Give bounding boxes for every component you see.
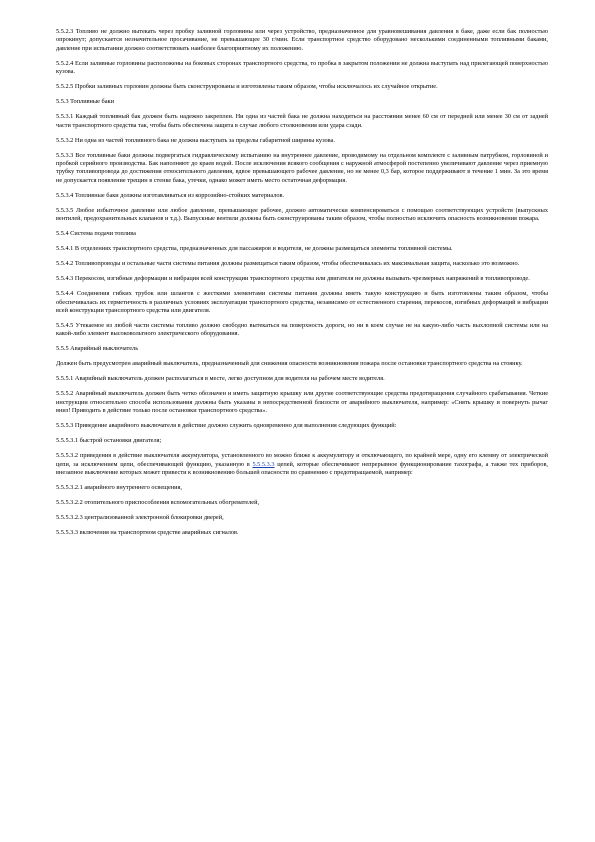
paragraph-5-5-5-3-3: 5.5.5.3.3 включения на транспортном средстве аварийных сигналов. xyxy=(56,529,239,537)
paragraph-5-5-2-5: 5.5.2.5 Пробки заливных горловин должны быть сконструированы и изготовлены таким образом, чтобы исключалось их случайное открытие. xyxy=(56,83,438,91)
paragraph-5-5-5-1: 5.5.5.1 Аварийный выключатель должен располагаться в месте, легко доступном для водителя на рабочем месте водителя. xyxy=(56,375,385,383)
paragraph-5-5-4-5: 5.5.4.5 Утекаемое из любой части системы топливо должно свободно вытекаться на поверхность дороги, но ни в коем случае не на какую-либо часть выхлопной системы или на какой-либо элемент высоковольтного электрического оборудования. xyxy=(56,322,548,338)
paragraph-5-5-5-3-2-1: 5.5.5.3.2.1 аварийного внутреннего освещения, xyxy=(56,484,183,492)
paragraph-5-5-3-4: 5.5.3.4 Топливные баки должны изготавливаться из коррозийно-стойких материалов. xyxy=(56,191,285,199)
paragraph-5-5-4-1: 5.5.4.1 В отделениях транспортного средства, предназначенных для пассажиров и водителя, не должны размещаться элементы топливной системы. xyxy=(56,245,453,253)
paragraph-5-5-3-2: 5.5.3.2 Ни одна из частей топливного бака не должна выступать за пределы габаритной ширины кузова. xyxy=(56,136,335,144)
paragraph-text-before-link: 5.5.5.3.2 приведения в действие выключателя аккумулятора, установленного во можно ближе к аккумулятору и отключающего, по крайней мере, одну его клемму от электрической цепи, за исключением цепи, обеспечивающей функцию, указанную в xyxy=(56,452,548,468)
paragraph-5-5-2-4: 5.5.2.4 Если заливные горловины расположены на боковых сторонах транспортного средства, то пробка в закрытом положении не должна выступать над прилегающей поверхностью кузова. xyxy=(56,59,548,76)
paragraph-text-after-link: цепей, которые обеспечивают непрерывное функционирование тахографа, а также тех приборов, внезапное выключение которых может привести к возникновению большей опасности по сравнению с предотвращаемой, например: xyxy=(56,460,548,477)
cross-reference-link[interactable]: 5.5.5.3.3 xyxy=(252,460,275,468)
paragraph-5-5-3-5: 5.5.3.5 Любое избыточное давление или любое давление, превышающее рабочее, должно автоматически компенсироваться с помощью соответствующих устройств (выпускных вентилей, предохранительных клапанов и т.д.). Выпускные вентили должны быть сконструированы таким образом, чтобы полностью исключить опасность возникновения пожара. xyxy=(56,206,548,223)
section-heading-emergency-switch: 5.5.5 Аварийный выключатель xyxy=(56,345,139,353)
paragraph-5-5-5-3-2-2: 5.5.5.3.2.2 отопительного приспособления вспомогательных обогревателей, xyxy=(56,499,260,507)
paragraph-5-5-5-3-1: 5.5.5.3.1 быстрой остановки двигателя; xyxy=(56,437,162,445)
paragraph-5-5-5-3: 5.5.5.3 Приведение аварийного выключателя в действие должно служить одновременно для выполнения следующих функций: xyxy=(56,422,397,430)
section-heading-fuel-system: 5.5.4 Система подачи топлива xyxy=(56,230,136,238)
paragraph-5-5-4-2: 5.5.4.2 Топливопроводы и остальные части системы питания должны размещаться таким образом, чтобы обеспечивалась их максимальная защита, насколько это возможно. xyxy=(56,260,520,268)
paragraph-5-5-5-3-2 xyxy=(56,452,548,477)
paragraph-5-5-3-1: 5.5.3.1 Каждый топливный бак должен быть надежно закреплен. Ни одна из частей бака не должна находиться на расстоянии менее 60 см от передней или менее 30 см от задней части транспортного средства так, чтобы быть обеспечена защита в случае любого столкновения или удара сзади. xyxy=(56,113,548,129)
paragraph-emergency-switch-intro: Должен быть предусмотрен аварийный выключатель, предназначенный для снижения опасности возникновения пожара после остановки транспортного средства на стоянку. xyxy=(56,360,523,368)
paragraph-5-5-5-2: 5.5.5.2 Аварийный выключатель должен быть четко обозначен и иметь защитную крышку или другие соответствующие средства предотвращения случайного срабатывания. Четкие инструкции относительно способа использования должны быть указаны в непосредственной близости от аварийного выключателя, например: «Снять крышку и повернуть рычаг вниз! Приводить в действие только после остановки транспортного средства». xyxy=(56,390,548,415)
paragraph-5-5-4-4: 5.5.4.4 Соединения гибких трубок или шлангов с жесткими элементами системы питания должны иметь такую конструкцию и быть изготовлены таким образом, чтобы обеспечивалась их герметичность в различных условиях эксплуатации транспортного средства, независимо от естественного старения, перекосов, изгибных деформаций и вибрации всей конструкции транспортного средства или двигателя. xyxy=(56,290,548,315)
section-heading-fuel-tanks: 5.5.3 Топливные баки xyxy=(56,98,114,106)
paragraph-5-5-3-3: 5.5.3.3 Все топливные баки должны подвергаться гидравлическому испытанию на внутреннее давление, проводимому на отдельном комплекте с заливным патрубком, горловиной и пробкой серийного производства. Бак наполняют до краев водой. После исключения всякого сообщения с наружной атмосферой постепенно увеличивают давление через приемную трубку топливопровода до достижения относительного давления, вдвое превышающего рабочее давление, но не менее 0,3 бар, которое поддерживают в течение 1 мин. За это время не допускается появление трещин в стенке бака, утечки, однако может иметь место остаточная деформация. xyxy=(56,151,548,184)
paragraph-5-5-4-3: 5.5.4.3 Перекосом, изгибные деформации и вибрация всей конструкции транспортного средства или двигателя не должны вызывать чрезмерных напряжений в топливопроводе. xyxy=(56,275,530,283)
paragraph-5-5-5-3-2-3: 5.5.5.3.2.3 централизованной электронной блокировки дверей, xyxy=(56,514,224,522)
paragraph-5-5-2-3: 5.5.2.3 Топливо не должно вытекать через пробку заливной горловины или через устройство, предназначенное для уравновешивания давления в баке, даже если бак полностью опрокинут; допускается незначительное просачивание, не превышающее 30 г/мин. Если транспортное средство оборудовано несколькими соединенными топливными баками, давление при испытании должно соответствовать наиболее благоприятному их положению. xyxy=(56,28,548,52)
